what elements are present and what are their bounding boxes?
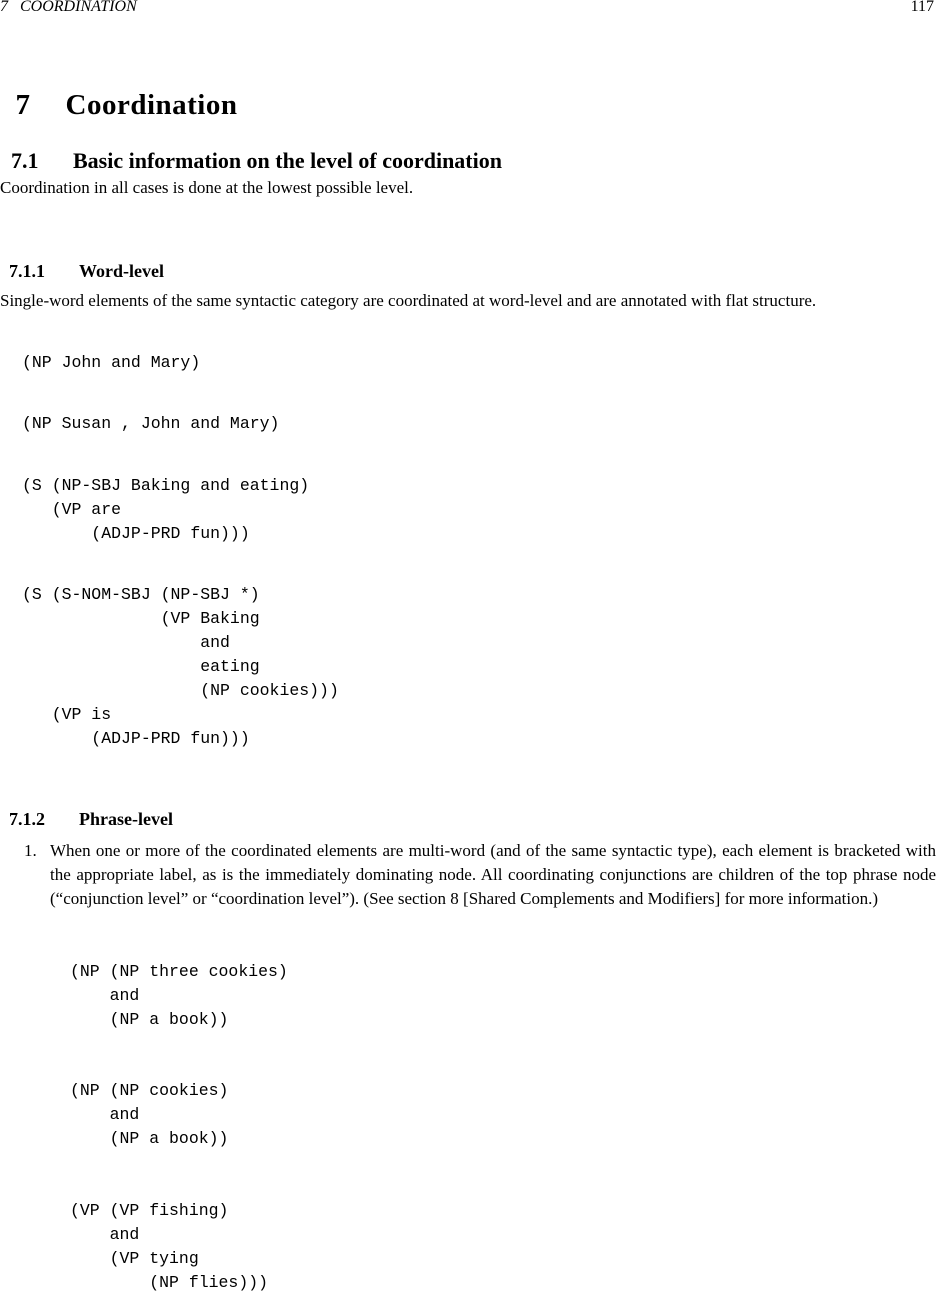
code-line: (NP (NP three cookies) — [70, 962, 288, 981]
list-item-marker: 1. — [24, 841, 37, 860]
code-example-vp-fishing — [70, 1199, 268, 1295]
page-number: 117 — [910, 0, 934, 15]
code-line: (NP a book)) — [70, 1010, 229, 1029]
code-line: (NP a book)) — [70, 1129, 229, 1148]
code-line: (VP Baking — [22, 609, 260, 628]
section-7-1-1-number: 7.1.1 — [9, 261, 45, 281]
section-7-1-2-number: 7.1.2 — [9, 809, 45, 829]
code-line: (VP (VP fishing) — [70, 1201, 229, 1220]
code-example-s-nom-sbj — [22, 583, 339, 751]
code-example-np-susan — [22, 414, 279, 433]
section-7-1-intro: Coordination in all cases is done at the lowest possible level. — [0, 178, 414, 197]
code-example-np-john-mary — [22, 353, 200, 372]
code-line: (VP is — [22, 705, 112, 724]
code-line: (NP (NP cookies) — [70, 1081, 229, 1100]
code-line: and — [22, 633, 230, 652]
section-7-1-1-heading — [0, 240, 164, 282]
code-line: (VP are — [22, 500, 122, 519]
code-line: and — [70, 986, 140, 1005]
code-example-s-baking-eating — [22, 474, 309, 546]
chapter-heading — [0, 56, 237, 122]
code-line: (NP Susan , John and Mary) — [22, 414, 280, 433]
section-7-1-2-heading — [0, 788, 173, 830]
running-header-title: 7 COORDINATION — [0, 0, 137, 15]
chapter-title: Coordination — [65, 89, 238, 121]
code-line: (NP flies))) — [70, 1273, 269, 1292]
section-7-1-1-title: Word-level — [79, 261, 164, 281]
code-line: (ADJP-PRD fun))) — [22, 729, 250, 748]
section-7-1-title: Basic information on the level of coordination — [73, 148, 502, 173]
code-line: (VP tying — [70, 1249, 199, 1268]
code-line: eating — [22, 657, 260, 676]
code-example-np-three-cookies — [70, 960, 288, 1032]
chapter-number: 7 — [15, 89, 31, 121]
section-7-1-2-title: Phrase-level — [79, 809, 173, 829]
code-line: (NP John and Mary) — [22, 353, 201, 372]
section-7-1-1-body: Single-word elements of the same syntactic category are coordinated at word-level and are annotated with flat structure. — [0, 291, 817, 310]
code-line: and — [70, 1225, 140, 1244]
code-line: and — [70, 1105, 140, 1124]
code-line: (ADJP-PRD fun))) — [22, 524, 250, 543]
section-7-1-heading — [0, 122, 502, 174]
code-line: (NP cookies))) — [22, 681, 339, 700]
code-example-np-cookies — [70, 1079, 228, 1151]
code-line: (S (S-NOM-SBJ (NP-SBJ *) — [22, 585, 260, 604]
code-line: (S (NP-SBJ Baking and eating) — [22, 476, 310, 495]
section-7-1-number: 7.1 — [11, 148, 39, 173]
list-item-text: When one or more of the coordinated elements are multi-word (and of the same syntactic type), each element is bracketed with the appropriate label, as is the immediately dominating node. All coordinating conjunctions are children of the top phrase node (“conjunction level” or “coordination level”). (See section 8 [Shared Complements and Modifiers] for more information.) — [50, 841, 936, 908]
